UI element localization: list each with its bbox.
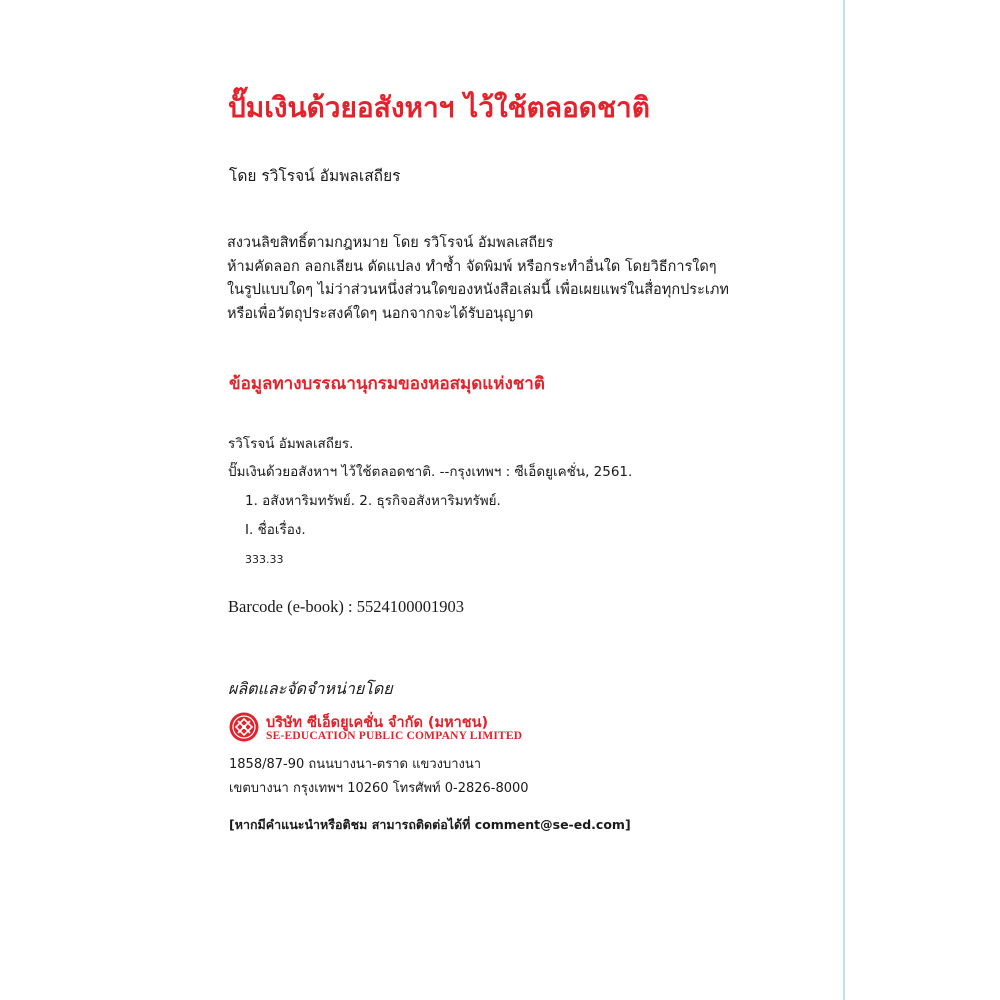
- barcode-line: Barcode (e-book) : 5524100001903: [228, 597, 464, 616]
- copyright-line: สงวนลิขสิทธิ์ตามกฎหมาย โดย รวิโรจน์ อัมพลเสถียร: [227, 235, 554, 251]
- contact-line: [หากมีคำแนะนำหรือติชม สามารถติดต่อได้ที่ comment@se-ed.com]: [229, 817, 631, 832]
- cip-heading: ข้อมูลทางบรรณานุกรมของหอสมุดแห่งชาติ: [229, 374, 545, 394]
- cip-subjects: 1. อสังหาริมทรัพย์. 2. ธุรกิจอสังหาริมทรัพย์.: [245, 493, 501, 509]
- company-name-english: SE-EDUCATION PUBLIC COMPANY LIMITED: [266, 730, 523, 742]
- address-line: 1858/87-90 ถนนบางนา-ตราด แขวงบางนา: [229, 757, 482, 772]
- cip-author: รวิโรจน์ อัมพลเสถียร.: [228, 436, 354, 452]
- company-name-thai: บริษัท ซีเอ็ดยูเคชั่น จำกัด (มหาชน): [266, 715, 489, 731]
- address-line: เขตบางนา กรุงเทพฯ 10260 โทรศัพท์ 0-2826-8000: [229, 781, 529, 796]
- copyright-notice: [227, 232, 729, 326]
- author-line: โดย รวิโรจน์ อัมพลเสถียร: [229, 167, 401, 185]
- cip-title-entry: I. ชื่อเรื่อง.: [245, 522, 306, 538]
- book-title: ปั๊มเงินด้วยอสังหาฯ ไว้ใช้ตลอดชาติ: [228, 91, 650, 124]
- copyright-line: หรือเพื่อวัตถุประสงค์ใดๆ นอกจากจะได้รับอนุญาต: [227, 305, 534, 322]
- cip-title-line: ปั๊มเงินด้วยอสังหาฯ ไว้ใช้ตลอดชาติ. --กรุงเทพฯ : ซีเอ็ดยูเคชั่น, 2561.: [228, 464, 633, 480]
- copyright-line: ห้ามคัดลอก ลอกเลียน ดัดแปลง ทำซ้ำ จัดพิมพ์ หรือกระทำอื่นใด โดยวิธีการใดๆ: [227, 258, 717, 275]
- se-ed-logo-icon: [229, 712, 259, 742]
- page-edge-divider: [843, 0, 845, 1000]
- copyright-line: ในรูปแบบใดๆ ไม่ว่าส่วนหนึ่งส่วนใดของหนังสือเล่มนี้ เพื่อเผยแพร่ในสื่อทุกประเภท: [227, 282, 729, 298]
- cip-class-number: 333.33: [245, 553, 284, 566]
- produced-by-label: ผลิตและจัดจำหน่ายโดย: [228, 679, 393, 698]
